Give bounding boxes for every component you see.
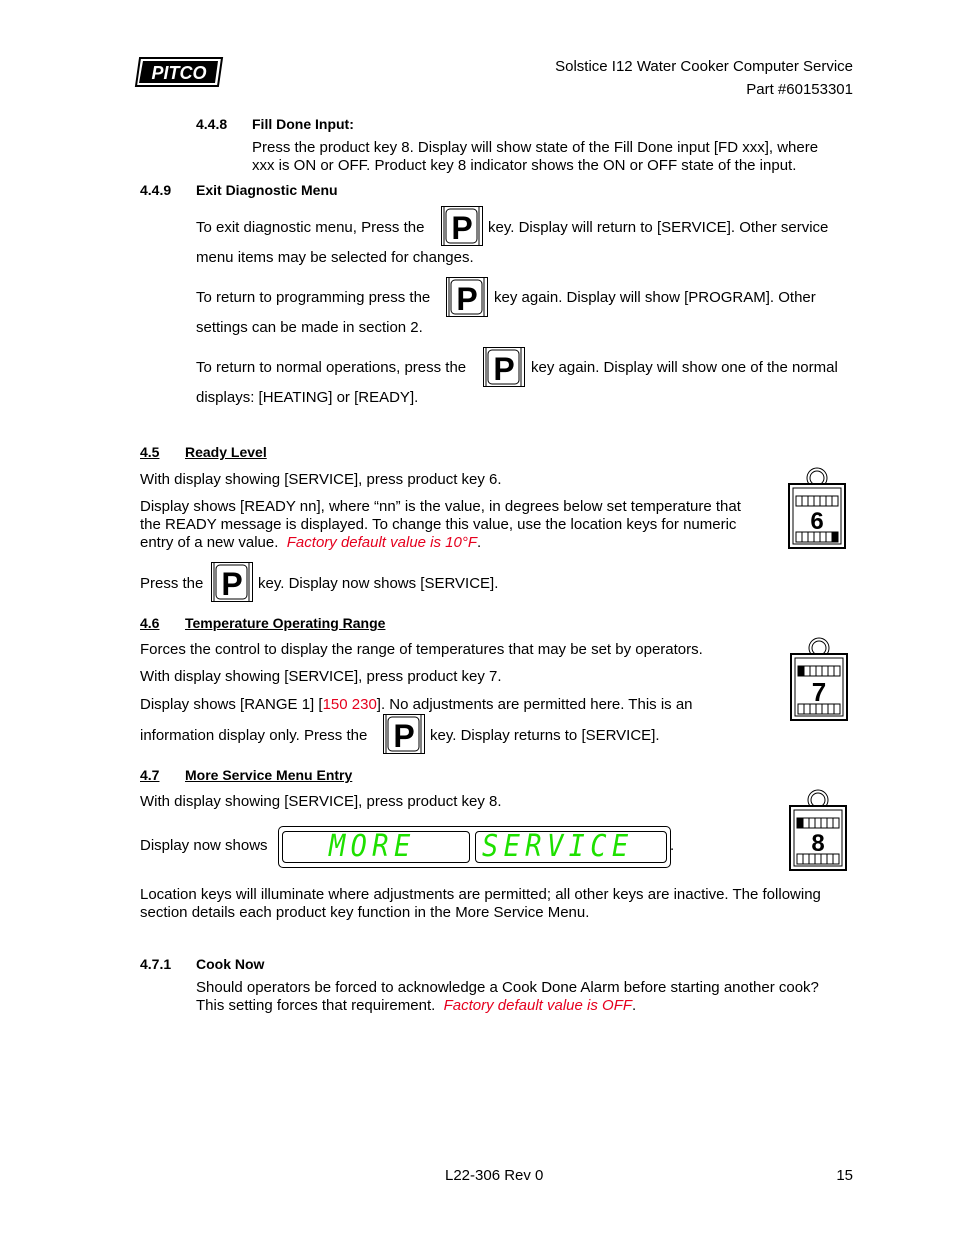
paragraph-line: information display only. Press the [140, 727, 368, 744]
text-run: entry of a new value. [140, 534, 279, 551]
paragraph-line: section details each product key function in the More Service Menu. [140, 904, 590, 921]
product-key-icon [788, 788, 848, 876]
factory-default-note: Factory default value is OFF [443, 997, 633, 1014]
page-number: 15 [836, 1167, 853, 1184]
svg-text:8: 8 [811, 830, 825, 857]
paragraph-line: key again. Display will show one of the normal [531, 359, 838, 376]
section-title: More Service Menu Entry [185, 767, 353, 783]
paragraph-line [140, 534, 481, 552]
paragraph-line: the READY message is displayed. To change this value, use the location keys for numeric [140, 516, 737, 533]
paragraph-line: menu items may be selected for changes. [196, 249, 474, 266]
paragraph-line: key. Display now shows [SERVICE]. [258, 575, 499, 592]
paragraph-line [196, 997, 636, 1015]
part-number: Part #60153301 [746, 81, 853, 98]
paragraph-line: settings can be made in section 2. [196, 319, 423, 336]
factory-default-note: Factory default value is 10°F [286, 534, 478, 551]
svg-text:P: P [493, 351, 515, 387]
text-run: . [477, 534, 482, 551]
text-run: This setting forces that requirement. [196, 997, 436, 1014]
paragraph-line [140, 696, 693, 714]
p-key-icon [483, 347, 523, 387]
p-key-icon [446, 277, 486, 317]
paragraph-line: key. Display will return to [SERVICE]. Other service [488, 219, 829, 236]
svg-text:P: P [451, 210, 473, 246]
paragraph-line: To exit diagnostic menu, Press the [196, 219, 425, 236]
paragraph-line: key. Display returns to [SERVICE]. [430, 727, 660, 744]
section-title: Fill Done Input: [252, 116, 354, 132]
paragraph-line: With display showing [SERVICE], press product key 7. [140, 668, 502, 685]
section-title: Exit Diagnostic Menu [196, 182, 338, 198]
text-run: Display shows [RANGE 1] [ [140, 696, 323, 713]
section-number: 4.7.1 [140, 956, 172, 972]
paragraph-line: To return to programming press the [196, 289, 431, 306]
paragraph-line: key again. Display will show [PROGRAM]. Other [494, 289, 816, 306]
svg-text:6: 6 [810, 508, 824, 535]
doc-revision: L22-306 Rev 0 [445, 1167, 544, 1184]
product-key-icon [789, 636, 849, 726]
pitco-logo [134, 56, 224, 88]
svg-text:PITCO: PITCO [151, 63, 207, 83]
paragraph-line: Press the product key 8. Display will show state of the Fill Done input [FD xxx], where [252, 139, 819, 156]
range-values: 150 230 [322, 696, 377, 713]
section-number: 4.7 [140, 767, 160, 783]
paragraph-line: Should operators be forced to acknowledge a Cook Done Alarm before starting another cook? [196, 979, 819, 996]
svg-text:P: P [221, 566, 243, 602]
paragraph-line: Forces the control to display the range of temperatures that may be set by operators. [140, 641, 703, 658]
text-run: ]. No adjustments are permitted here. This is an [376, 696, 693, 713]
paragraph-line: With display showing [SERVICE], press product key 8. [140, 793, 502, 810]
paragraph-line: Location keys will illuminate where adjustments are permitted; all other keys are inactive. The following [140, 886, 821, 903]
section-number: 4.6 [140, 615, 160, 631]
paragraph-line: To return to normal operations, press the [196, 359, 467, 376]
lcd-right-text: SERVICE [482, 829, 634, 864]
paragraph-line: Press the [140, 575, 204, 592]
svg-text:P: P [456, 281, 478, 317]
p-key-icon [441, 206, 481, 246]
section-number: 4.5 [140, 444, 160, 460]
lcd-display [278, 826, 671, 868]
section-title: Ready Level [185, 444, 267, 460]
text-run: . [632, 997, 637, 1014]
p-key-icon [211, 562, 251, 602]
paragraph-line: Display shows [READY nn], where “nn” is the value, in degrees below set temperature that [140, 498, 741, 515]
section-title: Temperature Operating Range [185, 615, 386, 631]
paragraph-line: With display showing [SERVICE], press product key 6. [140, 471, 502, 488]
section-number: 4.4.9 [140, 182, 172, 198]
lcd-left-text: MORE [329, 829, 416, 864]
text-run: . [670, 837, 675, 854]
section-title: Cook Now [196, 956, 265, 972]
paragraph-line: xxx is ON or OFF. Product key 8 indicator shows the ON or OFF state of the input. [252, 157, 797, 174]
product-key-icon [787, 466, 847, 554]
section-number: 4.4.8 [196, 116, 228, 132]
doc-title: Solstice I12 Water Cooker Computer Service [555, 58, 853, 75]
p-key-icon [383, 714, 423, 754]
svg-text:7: 7 [811, 677, 827, 707]
paragraph-line: Display now shows [140, 837, 268, 854]
svg-text:P: P [393, 718, 415, 754]
paragraph-line: displays: [HEATING] or [READY]. [196, 389, 419, 406]
